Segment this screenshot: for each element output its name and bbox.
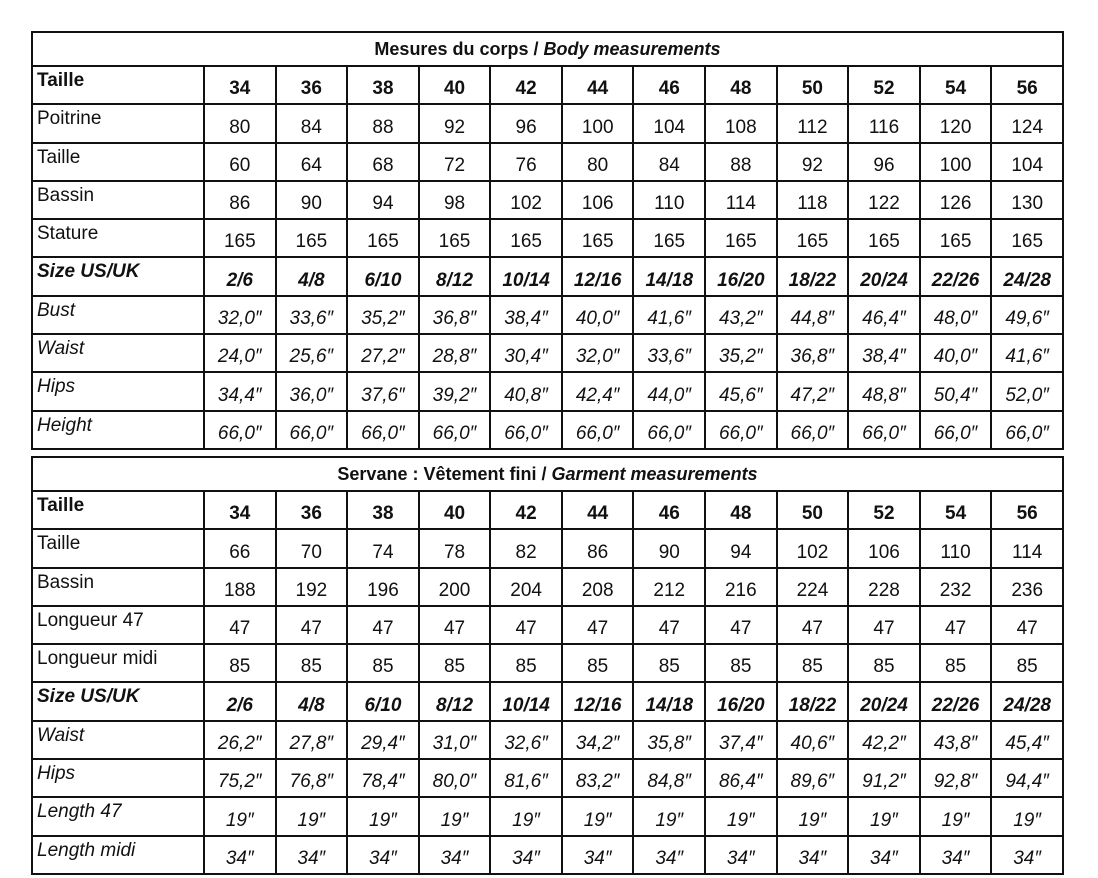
size-header-cell: 6/10 [347,257,419,295]
table-cell: 165 [848,219,920,257]
size-header-cell: 2/6 [204,257,276,295]
size-label: Size US/UK [32,682,204,720]
table-cell: 19″ [920,797,992,835]
size-header-cell: 48 [705,491,777,529]
table-cell: 25,6″ [276,334,348,372]
table-cell: 72 [419,143,491,181]
table-cell: 32,0″ [562,334,634,372]
table-row [32,296,1063,334]
table-cell: 208 [562,568,634,606]
size-header-cell: 54 [920,491,992,529]
table-row [32,568,1063,606]
table-cell: 188 [204,568,276,606]
table-cell: 35,2″ [705,334,777,372]
table-cell: 232 [920,568,992,606]
table-cell: 29,4″ [347,721,419,759]
table-cell: 66,0″ [490,411,562,449]
table-cell: 19″ [705,797,777,835]
table-cell: 66,0″ [777,411,849,449]
table-cell: 192 [276,568,348,606]
table-cell: 85 [562,644,634,682]
size-header-cell: 48 [705,66,777,104]
table-cell: 32,0″ [204,296,276,334]
table-cell: 34″ [347,836,419,874]
table-cell: 66,0″ [848,411,920,449]
table-cell: 89,6″ [777,759,849,797]
table-cell: 236 [991,568,1063,606]
garment-measurements-table [31,456,1064,875]
table-cell: 68 [347,143,419,181]
table-cell: 85 [777,644,849,682]
table-cell: 45,6″ [705,372,777,410]
table-cell: 42,2″ [848,721,920,759]
size-header-cell: 50 [777,491,849,529]
row-label: Hips [32,759,204,797]
size-header-cell: 56 [991,491,1063,529]
table-cell: 85 [204,644,276,682]
table-cell: 200 [419,568,491,606]
size-header-cell: 38 [347,66,419,104]
table-cell: 42,4″ [562,372,634,410]
table-row [32,334,1063,372]
size-header-cell: 40 [419,491,491,529]
table-cell: 44,0″ [633,372,705,410]
table-cell: 19″ [419,797,491,835]
size-header-cell: 20/24 [848,682,920,720]
size-header-cell: 46 [633,491,705,529]
table-cell: 83,2″ [562,759,634,797]
row-label: Bassin [32,181,204,219]
table-cell: 41,6″ [991,334,1063,372]
table-cell: 80,0″ [419,759,491,797]
table-title-row [32,32,1063,66]
size-header-cell: 14/18 [633,257,705,295]
table-cell: 34″ [991,836,1063,874]
table-cell: 49,6″ [991,296,1063,334]
table-cell: 52,0″ [991,372,1063,410]
size-header-cell: 2/6 [204,682,276,720]
table-cell: 19″ [562,797,634,835]
table-cell: 19″ [204,797,276,835]
table-cell: 104 [633,104,705,142]
table-title [32,457,1063,491]
size-header-cell: 52 [848,491,920,529]
table-cell: 48,8″ [848,372,920,410]
table-cell: 85 [848,644,920,682]
table-cell: 47 [920,606,992,644]
table-cell: 40,6″ [777,721,849,759]
table-cell: 165 [991,219,1063,257]
size-header-cell: 16/20 [705,257,777,295]
table-cell: 126 [920,181,992,219]
table-cell: 34″ [419,836,491,874]
table-cell: 39,2″ [419,372,491,410]
table-cell: 47 [347,606,419,644]
size-header-cell: 18/22 [777,682,849,720]
table-cell: 24,0″ [204,334,276,372]
table-row [32,759,1063,797]
table-cell: 106 [562,181,634,219]
row-label: Poitrine [32,104,204,142]
table-cell: 84,8″ [633,759,705,797]
table-cell: 102 [490,181,562,219]
size-header-cell: 22/26 [920,257,992,295]
size-header-cell: 22/26 [920,682,992,720]
table-cell: 19″ [777,797,849,835]
table-cell: 216 [705,568,777,606]
row-label: Longueur midi [32,644,204,682]
table-cell: 212 [633,568,705,606]
table-cell: 34″ [705,836,777,874]
table-cell: 76,8″ [276,759,348,797]
table-cell: 36,8″ [419,296,491,334]
table-cell: 47 [633,606,705,644]
table-cell: 85 [490,644,562,682]
table-cell: 66 [204,529,276,567]
table-title-row [32,457,1063,491]
table-cell: 27,8″ [276,721,348,759]
table-cell: 94 [705,529,777,567]
table-cell: 36,8″ [777,334,849,372]
table-cell: 85 [419,644,491,682]
table-cell: 47 [991,606,1063,644]
table-row [32,372,1063,410]
table-cell: 38,4″ [848,334,920,372]
table-cell: 85 [633,644,705,682]
table-cell: 91,2″ [848,759,920,797]
table-cell: 74 [347,529,419,567]
table-cell: 165 [419,219,491,257]
size-header-cell: 24/28 [991,257,1063,295]
size-header-cell: 40 [419,66,491,104]
table-row [32,411,1063,449]
table-cell: 70 [276,529,348,567]
row-label: Bassin [32,568,204,606]
table-cell: 90 [276,181,348,219]
table-cell: 86,4″ [705,759,777,797]
table-cell: 19″ [276,797,348,835]
row-label: Waist [32,721,204,759]
size-header-cell: 36 [276,491,348,529]
table-cell: 34″ [848,836,920,874]
table-cell: 118 [777,181,849,219]
table-cell: 165 [777,219,849,257]
size-header-cell: 24/28 [991,682,1063,720]
table-cell: 122 [848,181,920,219]
table-row [32,219,1063,257]
size-header-cell: 16/20 [705,682,777,720]
size-header-cell: 36 [276,66,348,104]
table-cell: 34″ [777,836,849,874]
table-cell: 36,0″ [276,372,348,410]
table-cell: 165 [562,219,634,257]
row-label: Hips [32,372,204,410]
table-cell: 96 [848,143,920,181]
table-cell: 27,2″ [347,334,419,372]
table-cell: 47,2″ [777,372,849,410]
table-cell: 41,6″ [633,296,705,334]
table-cell: 165 [204,219,276,257]
table-cell: 88 [705,143,777,181]
row-label: Stature [32,219,204,257]
table-cell: 75,2″ [204,759,276,797]
table-cell: 165 [920,219,992,257]
table-cell: 165 [705,219,777,257]
size-header-cell: 6/10 [347,682,419,720]
size-header-cell: 10/14 [490,682,562,720]
size-label: Taille [32,491,204,529]
table-cell: 38,4″ [490,296,562,334]
table-row [32,721,1063,759]
size-header-cell: 10/14 [490,257,562,295]
table-title [32,32,1063,66]
table-cell: 114 [705,181,777,219]
table-cell: 35,8″ [633,721,705,759]
imperial-size-header-row [32,682,1063,720]
table-cell: 165 [347,219,419,257]
row-label: Taille [32,529,204,567]
table-cell: 30,4″ [490,334,562,372]
size-header-cell: 44 [562,491,634,529]
table-cell: 106 [848,529,920,567]
table-title-fr: Servane : Vêtement fini / [337,463,552,484]
row-label: Bust [32,296,204,334]
table-cell: 26,2″ [204,721,276,759]
table-cell: 47 [848,606,920,644]
table-cell: 34,4″ [204,372,276,410]
table-cell: 66,0″ [419,411,491,449]
table-cell: 34″ [204,836,276,874]
table-cell: 66,0″ [276,411,348,449]
table-cell: 19″ [848,797,920,835]
table-cell: 80 [562,143,634,181]
table-row [32,181,1063,219]
table-cell: 204 [490,568,562,606]
table-cell: 114 [991,529,1063,567]
size-header-cell: 14/18 [633,682,705,720]
table-row [32,836,1063,874]
table-cell: 31,0″ [419,721,491,759]
table-cell: 40,8″ [490,372,562,410]
table-cell: 165 [633,219,705,257]
table-cell: 84 [633,143,705,181]
size-header-cell: 50 [777,66,849,104]
table-cell: 90 [633,529,705,567]
size-header-cell: 12/16 [562,682,634,720]
row-label: Height [32,411,204,449]
table-cell: 196 [347,568,419,606]
table-cell: 47 [490,606,562,644]
table-cell: 28,8″ [419,334,491,372]
size-header-cell: 42 [490,66,562,104]
table-cell: 60 [204,143,276,181]
table-cell: 34″ [920,836,992,874]
size-header-cell: 34 [204,66,276,104]
metric-size-header-row [32,66,1063,104]
size-label: Size US/UK [32,257,204,295]
size-header-cell: 34 [204,491,276,529]
table-row [32,104,1063,142]
table-cell: 85 [276,644,348,682]
row-label: Waist [32,334,204,372]
size-header-cell: 52 [848,66,920,104]
table-row [32,529,1063,567]
table-cell: 50,4″ [920,372,992,410]
size-header-cell: 18/22 [777,257,849,295]
imperial-size-header-row [32,257,1063,295]
table-cell: 40,0″ [562,296,634,334]
size-header-cell: 12/16 [562,257,634,295]
table-cell: 165 [490,219,562,257]
size-header-cell: 4/8 [276,682,348,720]
table-cell: 116 [848,104,920,142]
table-cell: 124 [991,104,1063,142]
table-cell: 19″ [347,797,419,835]
table-cell: 66,0″ [920,411,992,449]
size-header-cell: 8/12 [419,257,491,295]
table-cell: 45,4″ [991,721,1063,759]
table-cell: 66,0″ [633,411,705,449]
table-cell: 92 [419,104,491,142]
table-cell: 224 [777,568,849,606]
table-cell: 37,4″ [705,721,777,759]
size-header-cell: 44 [562,66,634,104]
table-cell: 80 [204,104,276,142]
table-cell: 44,8″ [777,296,849,334]
table-cell: 34″ [562,836,634,874]
table-cell: 92,8″ [920,759,992,797]
table-cell: 34″ [276,836,348,874]
table-cell: 96 [490,104,562,142]
size-header-cell: 8/12 [419,682,491,720]
size-header-cell: 38 [347,491,419,529]
table-cell: 43,8″ [920,721,992,759]
table-cell: 86 [204,181,276,219]
table-cell: 104 [991,143,1063,181]
table-row [32,143,1063,181]
size-header-cell: 56 [991,66,1063,104]
size-header-cell: 4/8 [276,257,348,295]
table-cell: 46,4″ [848,296,920,334]
table-cell: 78,4″ [347,759,419,797]
row-label: Taille [32,143,204,181]
table-cell: 66,0″ [347,411,419,449]
table-cell: 165 [276,219,348,257]
table-cell: 102 [777,529,849,567]
table-cell: 47 [705,606,777,644]
table-cell: 84 [276,104,348,142]
table-cell: 47 [204,606,276,644]
table-cell: 19″ [633,797,705,835]
table-cell: 98 [419,181,491,219]
table-cell: 110 [633,181,705,219]
table-cell: 66,0″ [562,411,634,449]
table-cell: 66,0″ [705,411,777,449]
size-header-cell: 54 [920,66,992,104]
table-cell: 112 [777,104,849,142]
size-header-cell: 20/24 [848,257,920,295]
table-cell: 85 [920,644,992,682]
table-cell: 47 [777,606,849,644]
table-cell: 32,6″ [490,721,562,759]
table-row [32,797,1063,835]
table-row [32,644,1063,682]
table-title-en: Body measurements [543,38,721,59]
table-cell: 82 [490,529,562,567]
table-cell: 43,2″ [705,296,777,334]
table-cell: 110 [920,529,992,567]
table-cell: 19″ [991,797,1063,835]
table-cell: 108 [705,104,777,142]
table-title-fr: Mesures du corps / [374,38,544,59]
table-cell: 94,4″ [991,759,1063,797]
table-cell: 78 [419,529,491,567]
table-cell: 92 [777,143,849,181]
table-cell: 40,0″ [920,334,992,372]
table-cell: 66,0″ [204,411,276,449]
table-cell: 66,0″ [991,411,1063,449]
table-cell: 35,2″ [347,296,419,334]
metric-size-header-row [32,491,1063,529]
row-label: Longueur 47 [32,606,204,644]
table-cell: 34,2″ [562,721,634,759]
table-cell: 48,0″ [920,296,992,334]
table-cell: 94 [347,181,419,219]
table-cell: 47 [419,606,491,644]
table-row [32,606,1063,644]
table-cell: 81,6″ [490,759,562,797]
table-cell: 34″ [633,836,705,874]
table-cell: 33,6″ [276,296,348,334]
table-title-en: Garment measurements [551,463,758,484]
table-cell: 100 [920,143,992,181]
table-cell: 88 [347,104,419,142]
table-cell: 37,6″ [347,372,419,410]
table-cell: 19″ [490,797,562,835]
table-cell: 120 [920,104,992,142]
table-cell: 130 [991,181,1063,219]
table-cell: 47 [562,606,634,644]
table-cell: 100 [562,104,634,142]
table-cell: 33,6″ [633,334,705,372]
size-header-cell: 42 [490,491,562,529]
table-cell: 86 [562,529,634,567]
body-measurements-table [31,31,1064,450]
table-cell: 47 [276,606,348,644]
row-label: Length midi [32,836,204,874]
table-cell: 228 [848,568,920,606]
table-cell: 85 [991,644,1063,682]
row-label: Length 47 [32,797,204,835]
size-header-cell: 46 [633,66,705,104]
table-cell: 76 [490,143,562,181]
table-cell: 64 [276,143,348,181]
table-cell: 34″ [490,836,562,874]
table-cell: 85 [347,644,419,682]
table-cell: 85 [705,644,777,682]
size-label: Taille [32,66,204,104]
